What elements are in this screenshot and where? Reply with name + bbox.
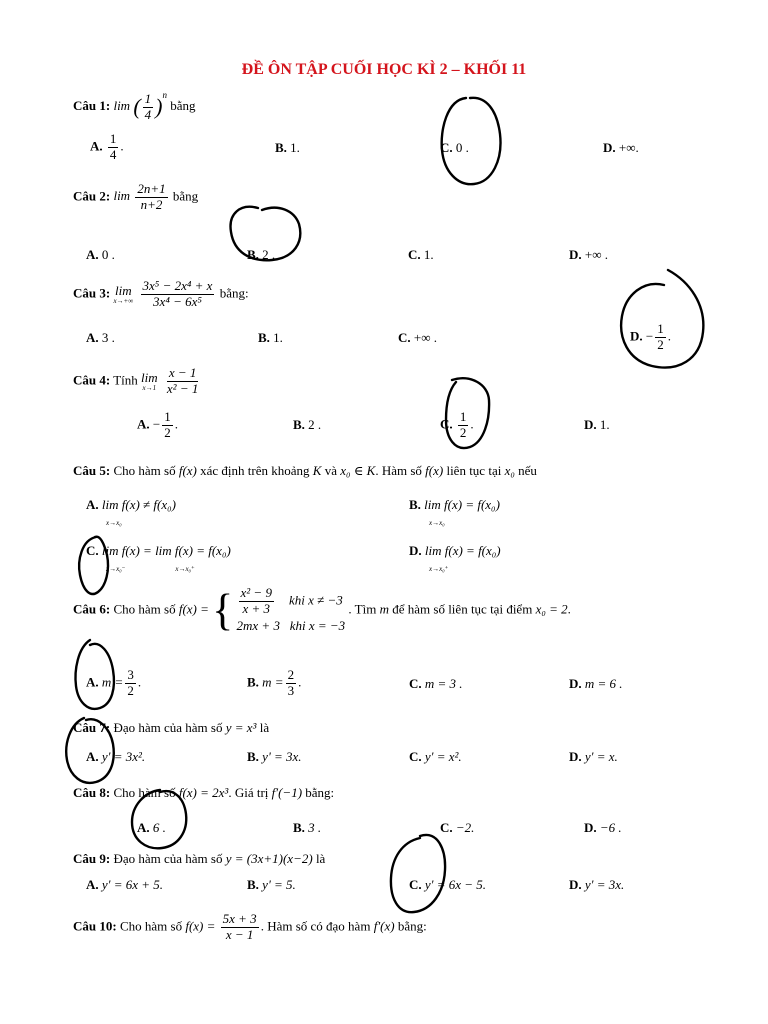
option-7a[interactable] xyxy=(86,749,145,765)
paren-open: ( xyxy=(133,94,141,120)
fraction-den: n+2 xyxy=(140,196,163,212)
option-5a[interactable] xyxy=(86,497,176,529)
question-tail: bằng xyxy=(170,98,196,113)
question-3 xyxy=(73,279,249,310)
option-label: D. xyxy=(584,417,597,432)
option-label: C. xyxy=(408,247,421,262)
piece-expression: 2mx + 3 xyxy=(236,617,280,633)
question-tail: bằng: xyxy=(397,918,427,934)
option-text: 3 . xyxy=(308,820,322,835)
circle-mark-q3 xyxy=(621,270,703,368)
option-label: B. xyxy=(293,417,305,432)
question-text: . Giá trị xyxy=(228,785,269,800)
fraction-num: 3x⁵ − 2x⁴ + x xyxy=(142,278,213,293)
question-text: Cho hàm số xyxy=(113,785,176,800)
option-7d[interactable] xyxy=(569,749,618,765)
option-text: y' = x. xyxy=(584,749,618,764)
question-text: Cho hàm số xyxy=(113,601,176,617)
question-text: . Hàm số có đạo hàm xyxy=(260,918,371,934)
option-2b[interactable] xyxy=(247,247,275,263)
option-9b[interactable] xyxy=(247,877,296,893)
option-2c[interactable] xyxy=(408,247,434,263)
option-label: C. xyxy=(398,330,411,345)
question-expression: f(x) = xyxy=(178,601,209,617)
fraction-den: x + 3 xyxy=(242,600,271,616)
lim-subscript: x→x₀⁻ xyxy=(106,565,126,573)
piece-1 xyxy=(237,586,346,617)
question-label: Câu 1: xyxy=(73,98,111,113)
option-suffix: . xyxy=(298,674,302,690)
option-text: m = 6 . xyxy=(584,676,623,691)
option-label: D. xyxy=(569,749,582,764)
option-6a[interactable] xyxy=(86,668,141,699)
fraction-num: 1 xyxy=(109,131,117,146)
fraction-den: 2 xyxy=(657,336,664,352)
option-text: lim f(x) = f(x₀) xyxy=(424,543,501,558)
option-text: 1. xyxy=(290,140,300,155)
option-label: D. xyxy=(603,140,616,155)
option-label: D. xyxy=(630,328,643,344)
circle-mark-q9 xyxy=(391,835,445,912)
lim-symbol: lim xyxy=(113,98,131,113)
option-1b[interactable] xyxy=(275,140,300,156)
option-9d[interactable] xyxy=(569,877,624,893)
question-tail: bằng: xyxy=(219,285,249,301)
option-label: A. xyxy=(86,497,99,512)
fraction-den: x² − 1 xyxy=(166,380,199,396)
option-6c[interactable] xyxy=(409,676,463,692)
option-7c[interactable] xyxy=(409,749,462,765)
question-expression: f′(−1) xyxy=(271,785,303,800)
page-title: ĐỀ ÔN TẬP CUỐI HỌC KÌ 2 – KHỐI 11 xyxy=(241,61,527,78)
question-tail: bằng: xyxy=(305,785,335,800)
option-text: 2 . xyxy=(308,417,322,432)
fraction xyxy=(239,586,274,617)
lim-symbol: lim xyxy=(113,188,131,204)
question-expression: x₀ xyxy=(504,463,515,478)
option-label: D. xyxy=(569,676,582,691)
option-text: 1. xyxy=(423,247,434,262)
option-8a[interactable] xyxy=(137,820,166,836)
option-8d[interactable] xyxy=(584,820,622,836)
lim-subscript: x→x₀ xyxy=(429,519,445,527)
option-text: lim f(x) = lim f(x) = f(x₀) xyxy=(101,543,231,558)
lim-subscript: x→1 xyxy=(142,383,157,392)
option-label: A. xyxy=(86,330,99,345)
option-label: B. xyxy=(293,820,305,835)
fraction xyxy=(108,132,119,163)
question-expression: f(x) = 2x³ xyxy=(178,785,229,800)
question-1 xyxy=(73,90,196,122)
question-text: nếu xyxy=(518,463,537,478)
fraction-num: 3 xyxy=(127,667,134,682)
option-label: A. xyxy=(137,416,150,432)
lim-symbol: lim xyxy=(115,282,132,298)
fraction-num: 1 xyxy=(657,321,664,336)
option-text: lim f(x) = f(x₀) xyxy=(424,497,500,512)
fraction xyxy=(655,322,666,353)
fraction-den: 4 xyxy=(109,146,117,162)
option-text: −6 . xyxy=(599,820,622,835)
option-text: lim f(x) ≠ f(x₀) xyxy=(101,497,176,512)
option-text: y' = 3x. xyxy=(262,749,302,764)
question-5 xyxy=(73,463,537,479)
option-3d[interactable] xyxy=(630,322,671,353)
option-prefix: − xyxy=(152,416,161,432)
fraction-num: 1 xyxy=(164,409,171,424)
question-text: Cho hàm số xyxy=(119,918,183,934)
fraction-den: 3x⁴ − 6x⁵ xyxy=(153,293,202,309)
option-suffix: . xyxy=(174,416,178,432)
option-label: C. xyxy=(409,676,422,691)
paren-close: ) xyxy=(155,94,163,120)
fraction-num: 2 xyxy=(287,667,295,682)
option-6b[interactable] xyxy=(247,668,301,699)
option-text: m = 3 . xyxy=(424,676,463,691)
question-label: Câu 8: xyxy=(73,785,111,800)
option-text: y' = 6x − 5. xyxy=(424,877,487,892)
fraction xyxy=(125,668,136,699)
question-expression: m xyxy=(379,601,389,617)
piece-condition: khi x ≠ −3 xyxy=(288,592,343,608)
piece-2 xyxy=(237,617,346,635)
option-text: y' = 5. xyxy=(262,877,296,892)
option-7b[interactable] xyxy=(247,749,302,765)
question-7 xyxy=(73,720,269,736)
option-label: B. xyxy=(275,140,287,155)
question-text: . Hàm số xyxy=(375,463,422,478)
option-label: B. xyxy=(409,497,421,512)
option-1d[interactable] xyxy=(603,140,639,156)
option-label: A. xyxy=(86,749,99,764)
option-9c[interactable] xyxy=(409,877,486,893)
option-label: D. xyxy=(584,820,597,835)
fraction-den: x − 1 xyxy=(225,926,254,942)
question-label: Câu 4: xyxy=(73,372,111,388)
question-label: Câu 10: xyxy=(73,918,117,934)
piece-condition: khi x = −3 xyxy=(289,617,346,633)
option-label: C. xyxy=(440,820,453,835)
question-expression: f′(x) xyxy=(373,918,395,934)
brace: { xyxy=(212,585,234,635)
option-label: A. xyxy=(137,820,150,835)
fraction-num: 2n+1 xyxy=(137,181,166,196)
question-2 xyxy=(73,182,198,213)
option-text: 1. xyxy=(599,417,610,432)
question-expression: f(x) xyxy=(425,463,444,478)
fraction xyxy=(162,410,173,441)
lim-operator xyxy=(141,371,158,392)
option-4a[interactable] xyxy=(137,410,178,441)
option-1c[interactable] xyxy=(440,140,469,156)
question-expression: y = x³ xyxy=(225,720,257,735)
question-expression: x₀ ∈ K xyxy=(340,463,376,478)
fraction-num: 5x + 3 xyxy=(222,911,257,926)
question-label: Câu 7: xyxy=(73,720,111,735)
option-text: +∞. xyxy=(618,140,639,155)
fraction-den: 2 xyxy=(127,682,134,698)
question-6 xyxy=(73,586,571,635)
question-expression: f(x) = xyxy=(185,918,216,934)
piecewise-definition xyxy=(237,586,346,635)
option-text: 3 . xyxy=(101,330,115,345)
fraction xyxy=(135,182,167,213)
option-4d[interactable] xyxy=(584,417,610,433)
lim-subscript: x→x₀⁺ xyxy=(429,565,449,573)
question-text: . Tìm xyxy=(348,601,377,617)
lim-operator xyxy=(113,284,133,305)
option-5c[interactable] xyxy=(86,543,231,575)
option-suffix: . xyxy=(120,138,124,154)
question-expression xyxy=(113,181,172,212)
fraction xyxy=(458,410,469,441)
option-8b[interactable] xyxy=(293,820,321,836)
question-label: Câu 6: xyxy=(73,601,111,617)
question-text: xác định trên khoảng xyxy=(200,463,310,478)
question-tail: bằng xyxy=(172,188,199,204)
question-text: Cho hàm số xyxy=(113,463,176,478)
option-label: A. xyxy=(90,138,103,154)
question-tail: là xyxy=(315,851,326,866)
fraction xyxy=(165,366,200,397)
option-3c[interactable] xyxy=(398,330,437,346)
fraction-num: 1 xyxy=(144,90,152,106)
fraction xyxy=(143,92,154,123)
option-label: C. xyxy=(409,749,422,764)
option-8c[interactable] xyxy=(440,820,474,836)
question-expression: f(x) xyxy=(178,463,197,478)
option-text: y' = 3x². xyxy=(101,749,146,764)
option-text: −2. xyxy=(455,820,475,835)
option-4b[interactable] xyxy=(293,417,321,433)
fraction-den: 3 xyxy=(287,682,295,698)
fraction-den: 2 xyxy=(164,424,171,440)
option-9a[interactable] xyxy=(86,877,163,893)
lim-subscript: x→x₀ xyxy=(106,519,122,527)
option-text: +∞ . xyxy=(584,247,608,262)
option-text: y' = x². xyxy=(424,749,462,764)
option-label: C. xyxy=(409,877,422,892)
option-label: C. xyxy=(86,543,99,558)
question-expression xyxy=(113,278,219,309)
question-text: liên tục tại xyxy=(446,463,502,478)
exponent: n xyxy=(162,90,167,100)
option-text: 2 . xyxy=(262,247,276,262)
question-text: Tính xyxy=(113,372,138,388)
question-text: để hàm số liên tục tại điểm xyxy=(392,601,533,617)
question-text: . xyxy=(567,601,571,617)
question-text: Đạo hàm của hàm số xyxy=(113,851,223,866)
fraction xyxy=(221,912,259,943)
option-label: D. xyxy=(569,247,582,262)
option-text: 1. xyxy=(273,330,283,345)
option-label: D. xyxy=(409,543,422,558)
option-text: y' = 6x + 5. xyxy=(101,877,164,892)
question-4 xyxy=(73,366,202,397)
option-suffix: . xyxy=(470,416,474,432)
lim-symbol: lim xyxy=(141,369,158,385)
option-label: B. xyxy=(247,674,259,690)
option-text: 0 . xyxy=(455,140,469,155)
option-label: B. xyxy=(247,247,259,262)
option-3a[interactable] xyxy=(86,330,115,346)
question-tail: là xyxy=(259,720,270,735)
option-label: C. xyxy=(440,140,453,155)
option-label: B. xyxy=(247,877,259,892)
question-expression xyxy=(141,365,202,396)
option-suffix: . xyxy=(667,328,671,344)
question-expression xyxy=(113,90,170,122)
option-5b[interactable] xyxy=(409,497,500,529)
option-text: +∞ . xyxy=(413,330,437,345)
question-expression: K xyxy=(312,463,322,478)
option-4c[interactable] xyxy=(440,410,474,441)
option-5d[interactable] xyxy=(409,543,501,575)
option-label: A. xyxy=(86,877,99,892)
option-label: D. xyxy=(569,877,582,892)
option-text: 6 . xyxy=(152,820,166,835)
fraction-den: 2 xyxy=(459,424,467,440)
fraction-num: 1 xyxy=(459,409,467,424)
option-suffix: . xyxy=(137,674,142,690)
question-8 xyxy=(73,785,334,801)
option-label: B. xyxy=(247,749,259,764)
option-text: y' = 3x. xyxy=(584,877,625,892)
option-label: C. xyxy=(440,416,453,432)
option-label: A. xyxy=(86,247,99,262)
fraction-den: 4 xyxy=(144,106,152,122)
fraction xyxy=(286,668,297,699)
question-10 xyxy=(73,912,427,943)
fraction xyxy=(141,279,215,310)
lim-subscript: x→x₀⁺ xyxy=(175,565,195,573)
question-label: Câu 3: xyxy=(73,285,111,301)
question-label: Câu 9: xyxy=(73,851,111,866)
question-label: Câu 2: xyxy=(73,188,111,204)
option-3b[interactable] xyxy=(258,330,283,346)
option-label: A. xyxy=(86,674,99,690)
fraction-num: x² − 9 xyxy=(240,585,272,600)
lim-subscript: x→+∞ xyxy=(113,296,134,305)
question-expression: x₀ = 2 xyxy=(535,601,568,617)
option-prefix: m = xyxy=(101,674,124,690)
option-2d[interactable] xyxy=(569,247,608,263)
option-prefix: − xyxy=(645,328,654,344)
question-9 xyxy=(73,851,325,867)
fraction-num: x − 1 xyxy=(168,365,197,380)
option-label: B. xyxy=(258,330,270,345)
option-text: 0 . xyxy=(101,247,115,262)
question-expression: y = (3x+1)(x−2) xyxy=(225,851,313,866)
option-prefix: m = xyxy=(262,674,284,690)
option-2a[interactable] xyxy=(86,247,115,263)
option-1a[interactable] xyxy=(90,132,124,163)
question-text: và xyxy=(324,463,337,478)
question-label: Câu 5: xyxy=(73,463,111,478)
option-6d[interactable] xyxy=(569,676,623,692)
question-text: Đạo hàm của hàm số xyxy=(113,720,223,735)
